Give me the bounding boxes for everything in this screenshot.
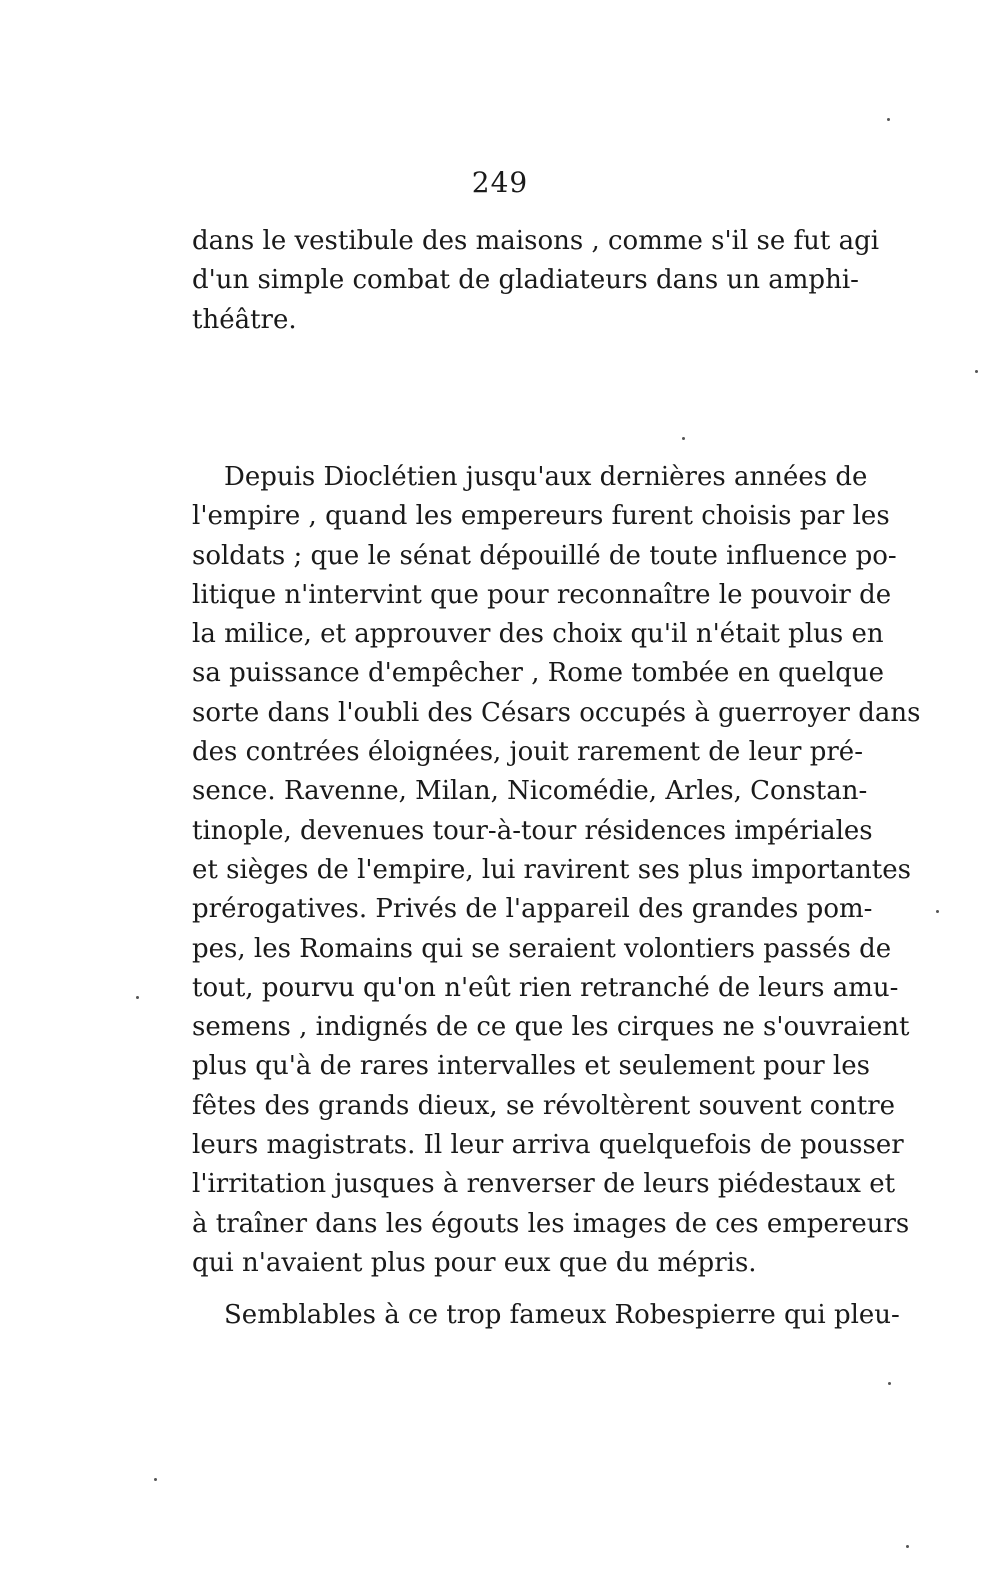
text-line: qui n'avaient plus pour eux que du mépris. bbox=[192, 1247, 757, 1278]
scan-speck bbox=[975, 370, 978, 373]
text-line: tout, pourvu qu'on n'eût rien retranché de leurs amu- bbox=[192, 972, 899, 1003]
text-line: sence. Ravenne, Milan, Nicomédie, Arles, Constan- bbox=[192, 776, 868, 807]
text-line: la milice, et approuver des choix qu'il n'était plus en bbox=[192, 619, 884, 650]
text-line: soldats ; que le sénat dépouillé de toute influence po- bbox=[192, 540, 897, 571]
text-line: plus qu'à de rares intervalles et seulement pour les bbox=[192, 1051, 870, 1082]
text-line: et sièges de l'empire, lui ravirent ses plus importantes bbox=[192, 854, 911, 885]
text-line: tinople, devenues tour-à-tour résidences impériales bbox=[192, 815, 873, 846]
text-line: l'irritation jusques à renverser de leurs piédestaux et bbox=[192, 1169, 896, 1200]
text-line: fêtes des grands dieux, se révoltèrent souvent contre bbox=[192, 1090, 896, 1121]
text-line: litique n'intervint que pour reconnaître le pouvoir de bbox=[192, 579, 892, 610]
scan-speck bbox=[887, 118, 890, 121]
text-line: prérogatives. Privés de l'appareil des grandes pom- bbox=[192, 894, 873, 925]
text-line: des contrées éloignées, jouit rarement de leur pré- bbox=[192, 737, 863, 768]
text-line: l'empire , quand les empereurs furent choisis par les bbox=[192, 501, 890, 532]
main-paragraph bbox=[192, 458, 921, 1283]
text-line: sa puissance d'empêcher , Rome tombée en quelque bbox=[192, 658, 884, 689]
page-number: 249 bbox=[471, 166, 529, 199]
scan-speck bbox=[936, 910, 939, 913]
scan-speck bbox=[888, 1382, 891, 1385]
text-line: dans le vestibule des maisons , comme s'il se fut agi bbox=[192, 226, 880, 256]
text-line: d'un simple combat de gladiateurs dans un amphi- bbox=[192, 265, 859, 296]
text-line: leurs magistrats. Il leur arriva quelquefois de pousser bbox=[192, 1130, 904, 1161]
text-line: à traîner dans les égouts les images de ces empereurs bbox=[192, 1208, 910, 1239]
text-line: Depuis Dioclétien jusqu'aux dernières années de bbox=[224, 462, 868, 492]
text-line: semens , indignés de ce que les cirques ne s'ouvraient bbox=[192, 1012, 910, 1043]
text-line: pes, les Romains qui se seraient volontiers passés de bbox=[192, 933, 892, 964]
scan-speck bbox=[906, 1545, 909, 1548]
text-line: sorte dans l'oubli des Césars occupés à guerroyer dans bbox=[192, 697, 921, 728]
scan-speck bbox=[682, 437, 685, 440]
next-paragraph bbox=[192, 1296, 900, 1335]
scan-speck bbox=[136, 996, 139, 999]
text-line: théâtre. bbox=[192, 304, 297, 335]
continuation-paragraph bbox=[192, 222, 880, 340]
scan-speck bbox=[154, 1478, 157, 1481]
text-line: Semblables à ce trop fameux Robespierre qui pleu- bbox=[224, 1300, 900, 1330]
